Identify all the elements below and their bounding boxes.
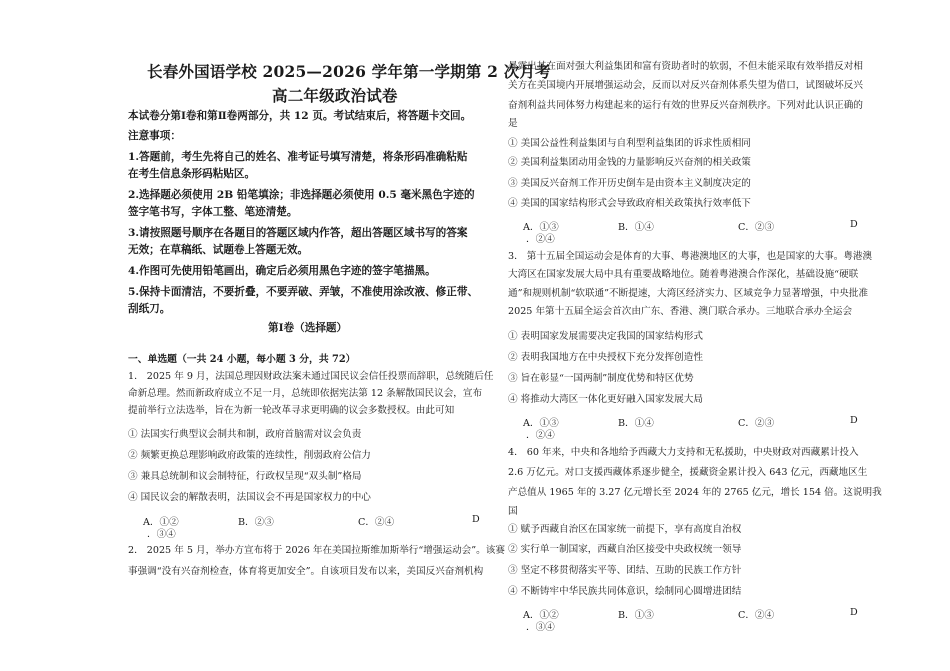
q4-item-1: ① 赋予西藏自治区在国家统一前提下，享有高度自治权: [508, 524, 742, 535]
q4-stem-line-3: 产总值从 1965 年的 3.27 亿元增长至 2024 年的 2765 亿元，增长 154 倍。这说明我: [508, 487, 882, 498]
q1-option-b[interactable]: B．②③: [238, 517, 274, 528]
q2-item-4: ④ 美国的国家结构形式会导致政府相关政策执行效率低下: [508, 198, 751, 209]
q3-item-2: ② 表明我国地方在中央授权下充分发挥创造性: [508, 352, 703, 363]
note-3-line-2: 无效；在草稿纸、试题卷上答题无效。: [128, 244, 309, 256]
q1-option-d[interactable]: D: [472, 514, 480, 525]
q1-item-4: ④ 国民议会的解散表明，法国议会不再是国家权力的中心: [128, 492, 371, 503]
q3-option-b[interactable]: B．①④: [618, 418, 654, 429]
q4-stem-line-4: 国: [508, 506, 518, 517]
notice-title: 注意事项：: [128, 130, 181, 142]
note-2-line-1: 2.选择题必须使用 2B 铅笔填涂；非选择题必须使用 0.5 毫米黑色字迹的: [128, 189, 475, 201]
q4-option-d-cont: ．③④: [526, 622, 555, 633]
q3-option-d-cont: ．②④: [526, 430, 555, 441]
note-4: 4.作图可先使用铅笔画出，确定后必须用黑色字迹的签字笔描黑。: [128, 265, 436, 277]
q2-item-2: ② 美国利益集团动用金钱的力量影响反兴奋剂的相关政策: [508, 157, 751, 168]
q2-item-3: ③ 美国反兴奋剂工作开历史倒车是由资本主义制度决定的: [508, 178, 751, 189]
q2-option-d-cont: ．②④: [526, 234, 555, 245]
q3-option-c[interactable]: C．②③: [738, 418, 775, 429]
q3-stem-line-1: 3． 第十五届全国运动会是体育的大事、粤港澳地区的大事，也是国家的大事。粤港澳: [508, 251, 873, 262]
q1-option-a[interactable]: A．①②: [143, 517, 179, 528]
q3-item-4: ④ 将推动大湾区一体化更好融入国家发展大局: [508, 394, 703, 405]
q4-item-3: ③ 坚定不移贯彻落实平等、团结、互助的民族工作方针: [508, 565, 742, 576]
q4-option-c[interactable]: C．②④: [738, 610, 775, 621]
q2-stem-line-3: 暴露出其在面对强大利益集团和富有资助者时的软弱，不但未能采取有效举措反对相: [508, 61, 863, 72]
section-subheading: 一、单选题（一共 24 小题，每小题 3 分，共 72）: [128, 354, 356, 365]
exam-intro: 本试卷分第Ⅰ卷和第Ⅱ卷两部分，共 12 页。考试结束后，将答题卡交回。: [128, 110, 472, 122]
q2-stem-line-6: 是: [508, 118, 518, 129]
q4-stem-line-1: 4． 60 年来，中央和各地给予西藏大力支持和无私援助，中央财政对西藏累计投入: [508, 447, 859, 458]
q1-stem-line-2: 命新总理。然而新政府成立不足一月，总统即依据宪法第 12 条解散国民议会，宣布: [128, 388, 483, 399]
q2-stem-line-4: 关方在美国境内开展增强运动会，反而以对反兴奋剂体系失望为借口，试图破坏反兴: [508, 80, 863, 91]
q1-option-d-cont: ．③④: [147, 529, 176, 540]
q1-item-1: ① 法国实行典型议会制共和制，政府首脑需对议会负责: [128, 429, 362, 440]
q4-option-d[interactable]: D: [850, 607, 858, 618]
note-1-line-1: 1.答题前，考生先将自己的姓名、准考证号填写清楚，将条形码准确粘贴: [128, 151, 468, 163]
q3-option-d[interactable]: D: [850, 415, 858, 426]
q2-stem-line-2: 事强调“没有兴奋剂检查，体育将更加安全”。自该项目发布以来，美国反兴奋剂机构: [128, 566, 484, 577]
q2-stem-line-5: 奋剂利益共同体努力构建起来的运行有效的世界反兴奋剂秩序。下列对此认识正确的: [508, 100, 863, 111]
q4-option-b[interactable]: B．①③: [618, 610, 654, 621]
q3-item-1: ① 表明国家发展需要决定我国的国家结构形式: [508, 331, 703, 342]
q2-option-b[interactable]: B．①④: [618, 222, 654, 233]
q2-option-c[interactable]: C．②③: [738, 222, 775, 233]
note-5-line-2: 刮纸刀。: [128, 303, 171, 315]
q4-item-4: ④ 不断铸牢中华民族共同体意识，绘制同心圆增进团结: [508, 586, 742, 597]
q4-item-2: ② 实行单一制国家，西藏自治区接受中央政权统一领导: [508, 544, 742, 555]
q2-stem-line-1: 2． 2025 年 5 月，举办方宣布将于 2026 年在美国拉斯维加斯举行“增强运动会”。该赛: [128, 545, 505, 556]
q3-option-a[interactable]: A．①③: [523, 418, 559, 429]
note-2-line-2: 签字笔书写，字体工整、笔迹清楚。: [128, 206, 298, 218]
section-heading: 第Ⅰ卷（选择题）: [268, 322, 348, 334]
q1-item-2: ② 频繁更换总理影响政府政策的连续性，削弱政府公信力: [128, 450, 371, 461]
exam-subtitle: 高二年级政治试卷: [272, 86, 398, 105]
q4-stem-line-2: 2.6 万亿元。对口支援西藏体系逐步健全，援藏资金累计投入 643 亿元，西藏地区生: [508, 467, 868, 478]
note-5-line-1: 5.保持卡面清洁，不要折叠，不要弄破、弄皱，不准使用涂改液、修正带、: [128, 286, 479, 298]
note-1-line-2: 在考生信息条形码粘贴区。: [128, 168, 256, 180]
q2-option-a[interactable]: A．①③: [523, 222, 559, 233]
q2-item-1: ① 美国公益性利益集团与自利型利益集团的诉求性质相同: [508, 138, 751, 149]
q3-item-3: ③ 旨在彰显“一国两制”制度优势和特区优势: [508, 373, 694, 384]
q3-stem-line-4: 2025 年第十五届全运会首次由广东、香港、澳门联合承办。三地联合承办全运会: [508, 306, 853, 317]
q4-option-a[interactable]: A．①②: [523, 610, 559, 621]
q3-stem-line-2: 大湾区在国家发展大局中具有重要战略地位。随着粤港澳合作深化，基础设施“硬联: [508, 269, 859, 280]
exam-title: 长春外国语学校 2025—2026 学年第一学期第 2 次月考: [147, 62, 551, 81]
q1-stem-line-1: 1． 2025 年 9 月，法国总理因财政法案未通过国民议会信任投票而辞职，总统随后任: [128, 371, 494, 382]
q1-option-c[interactable]: C．②④: [358, 517, 395, 528]
q3-stem-line-3: 通”和规则机制“软联通”不断提速，大湾区经济实力、区域竞争力显著增强，中央批准: [508, 288, 869, 299]
q1-item-3: ③ 兼具总统制和议会制特征，行政权呈现“双头制”格局: [128, 471, 362, 482]
q2-option-d[interactable]: D: [850, 219, 858, 230]
q1-stem-line-3: 提前举行立法选举，旨在为新一轮改革寻求更明确的议会多数授权。由此可知: [128, 405, 455, 416]
note-3-line-1: 3.请按照题号顺序在各题目的答题区域内作答，超出答题区域书写的答案: [128, 227, 468, 239]
